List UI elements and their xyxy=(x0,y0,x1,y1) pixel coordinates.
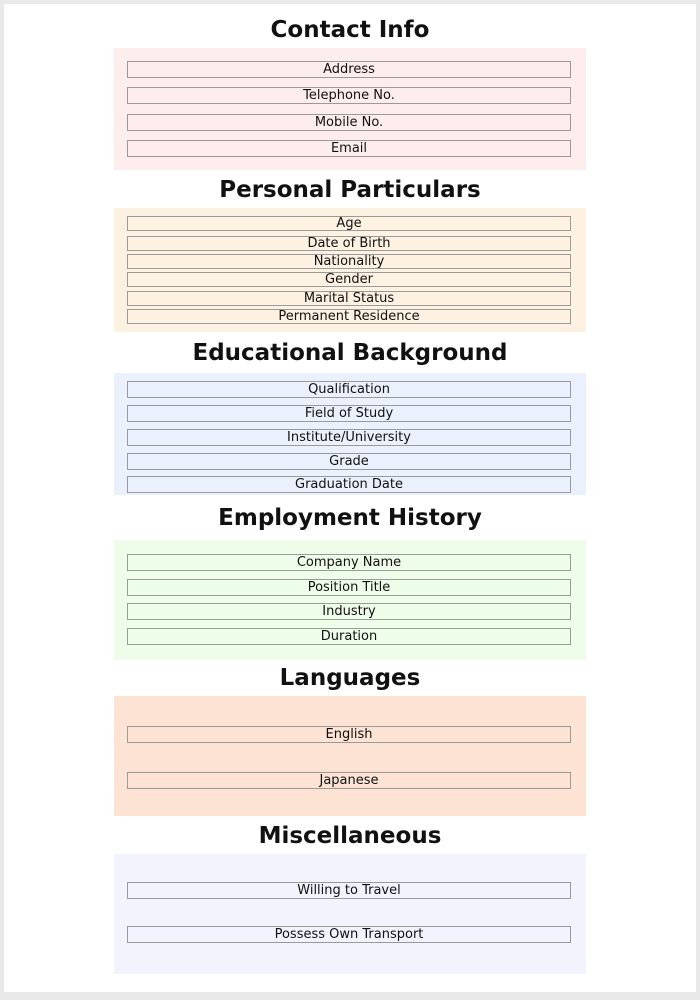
section-title-languages: Languages xyxy=(279,665,421,691)
field-gender[interactable]: Gender xyxy=(127,272,571,287)
section-miscellaneous xyxy=(114,854,586,974)
section-personal-particulars xyxy=(114,208,586,332)
resume-template-page xyxy=(4,4,696,992)
field-position-title[interactable]: Position Title xyxy=(127,579,571,596)
section-title-miscellaneous: Miscellaneous xyxy=(258,823,442,849)
field-company-name[interactable]: Company Name xyxy=(127,554,571,571)
field-grade[interactable]: Grade xyxy=(127,453,571,470)
section-title-contact-info: Contact Info xyxy=(270,17,430,43)
field-mobile[interactable]: Mobile No. xyxy=(127,114,571,131)
field-willing-to-travel[interactable]: Willing to Travel xyxy=(127,882,571,899)
field-marital-status[interactable]: Marital Status xyxy=(127,291,571,306)
section-languages xyxy=(114,696,586,816)
field-english[interactable]: English xyxy=(127,726,571,743)
section-employment-history xyxy=(114,540,586,660)
section-title-employment-history: Employment History xyxy=(218,505,482,531)
field-graduation-date[interactable]: Graduation Date xyxy=(127,476,571,493)
field-email[interactable]: Email xyxy=(127,140,571,157)
field-nationality[interactable]: Nationality xyxy=(127,254,571,269)
field-age[interactable]: Age xyxy=(127,216,571,231)
field-possess-own-transport[interactable]: Possess Own Transport xyxy=(127,926,571,943)
section-contact-info xyxy=(114,48,586,170)
field-japanese[interactable]: Japanese xyxy=(127,772,571,789)
field-institute-university[interactable]: Institute/University xyxy=(127,429,571,446)
field-address[interactable]: Address xyxy=(127,61,571,78)
field-industry[interactable]: Industry xyxy=(127,603,571,620)
field-telephone[interactable]: Telephone No. xyxy=(127,87,571,104)
field-permanent-residence[interactable]: Permanent Residence xyxy=(127,309,571,324)
section-educational-background xyxy=(114,373,586,495)
section-title-educational-background: Educational Background xyxy=(192,340,508,366)
field-qualification[interactable]: Qualification xyxy=(127,381,571,398)
field-field-of-study[interactable]: Field of Study xyxy=(127,405,571,422)
section-title-personal-particulars: Personal Particulars xyxy=(219,177,481,203)
field-date-of-birth[interactable]: Date of Birth xyxy=(127,236,571,251)
field-duration[interactable]: Duration xyxy=(127,628,571,645)
